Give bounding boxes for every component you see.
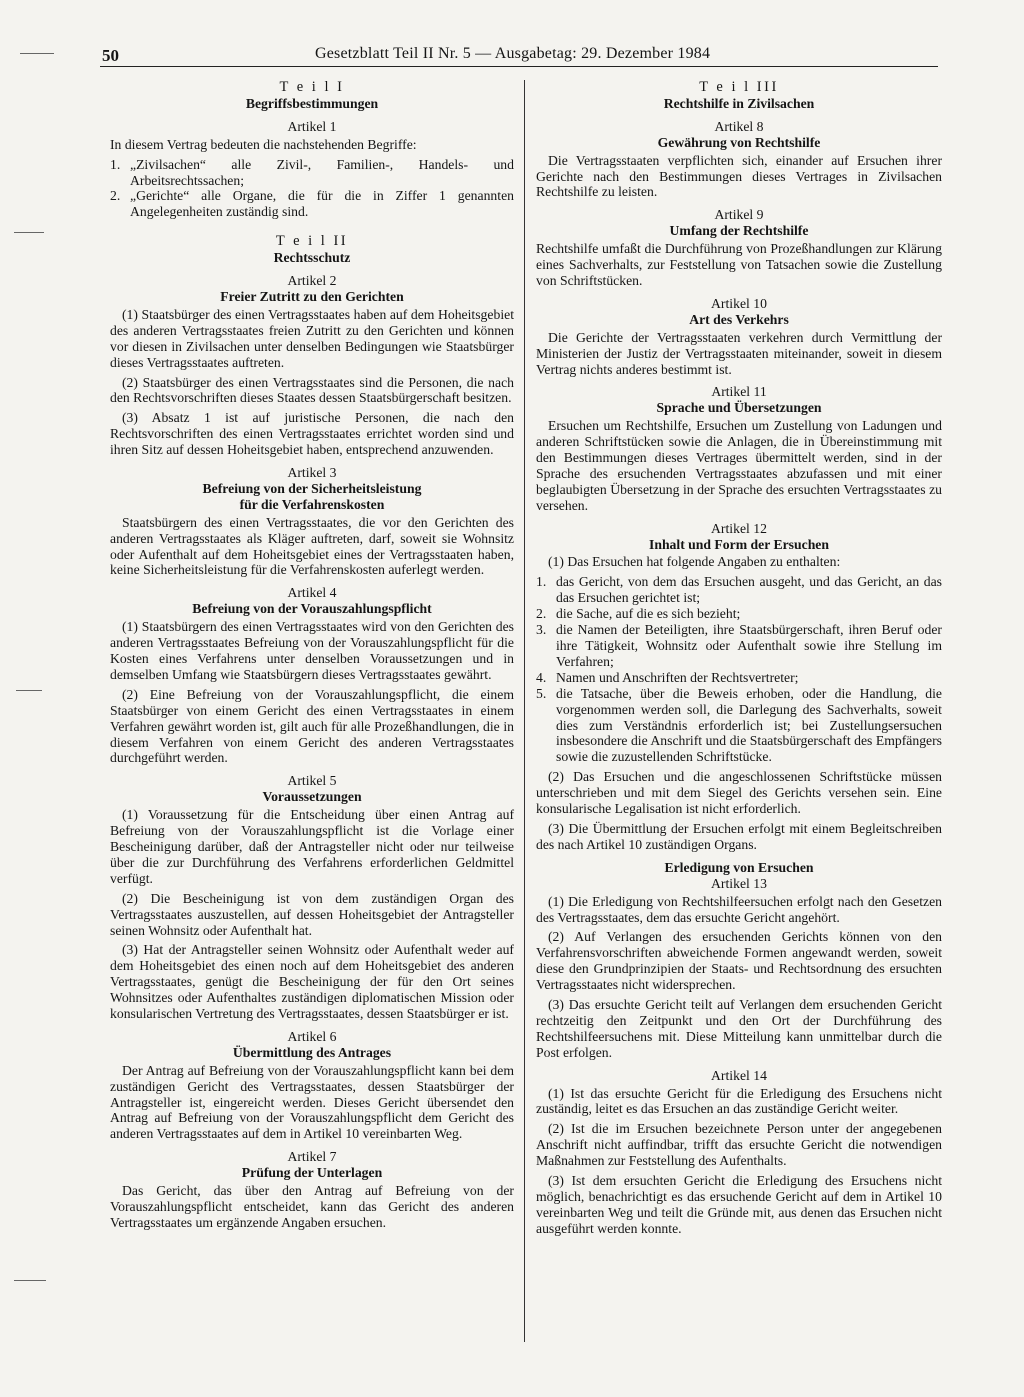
article-title: Artikel 9 (714, 207, 764, 223)
paragraph: (1) Staatsbürgern des einen Vertragsstaates wird von den Gerichten des anderen Vertragsstaates Befreiung von der Vorauszahlungspflicht für die Kosten eines Verfahrens unter denselben Voraussetzungen und in demselben Umfang wie Staatsbürgern dieses Vertragsstaates gewährt. (110, 619, 514, 682)
article-heading: Art des Verkehrs (689, 311, 789, 327)
list-item (536, 606, 942, 622)
paragraph: (1) Staatsbürger des einen Vertragsstaates haben auf dem Hoheitsgebiet des anderen Vertragsstaates freien Zutritt zu den Gerichten und können vor diesen in Zivilsachen unter denselben Bedingungen wie Staatsbürger dieses Vertragsstaates auftreten. (110, 306, 514, 370)
margin-mark (16, 690, 42, 691)
page-number: 50 (102, 46, 119, 65)
list-text: die Namen der Beteiligten, ihre Staatsbürgerschaft, ihren Beruf oder ihre Tätigkeit, Wohnsitz oder Aufenthalt sowie ihre Stellung im Verfahren; (556, 622, 942, 669)
page-header (100, 44, 938, 67)
article-heading: Erledigung von Ersuchen (664, 859, 814, 875)
paragraph: (3) Das ersuchte Gericht teilt auf Verlangen dem ersuchenden Gericht rechtzeitig den Zeitpunkt und den Ort der Durchführung des Rechtshilfeersuchens mit. Diese Mitteilung kann unmittelbar durch die Post erfolgen. (536, 997, 942, 1060)
list-item (536, 686, 942, 766)
list-item (110, 157, 514, 189)
gazette-title: Gesetzblatt Teil II Nr. 5 — Ausgabetag: 29. Dezember 1984 (315, 45, 711, 62)
paragraph: (2) Das Ersuchen und die angeschlossenen Schriftstücke müssen unterschrieben und mit dem Siegel des Gerichts versehen sein. Eine konsularische Legalisation ist nicht erforderlich. (536, 769, 942, 817)
paragraph: (3) Absatz 1 ist auf juristische Personen, die nach den Rechtsvorschriften des einen Vertragsstaates errichtet worden sind und ihren Sitz auf dessen Hoheitsgebiet haben, entsprechend anzuwenden. (110, 410, 514, 458)
paragraph: (3) Ist dem ersuchten Gericht die Erledigung des Ersuchens nicht möglich, benachrichtigt es das ersuchende Gericht auf dem in Artikel 10 vereinbarten Weg und teilt die Gründe mit, aus denen das Ersuchen nicht ausgeführt werden konnte. (536, 1173, 942, 1236)
part-subtitle: Rechtshilfe in Zivilsachen (663, 95, 815, 111)
part-title: T e i l II (275, 233, 349, 250)
article-title: Artikel 3 (287, 465, 337, 481)
definition-list (110, 157, 514, 221)
list-number: 3. (536, 622, 547, 638)
list-number: 2. (536, 606, 547, 622)
article-title: Artikel 6 (287, 1028, 337, 1044)
part-subtitle: Rechtsschutz (273, 250, 351, 266)
article-heading: Prüfung der Unterlagen (241, 1165, 383, 1181)
paragraph: Das Gericht, das über den Antrag auf Befreiung von der Vorauszahlungspflicht entscheidet, kann das Gericht des anderen Vertragsstaates um ergänzende Angaben ersuchen. (110, 1183, 514, 1230)
article-heading: Freier Zutritt zu den Gerichten (220, 288, 404, 304)
margin-mark (20, 53, 54, 54)
column-divider (524, 80, 525, 1342)
paragraph: (2) Die Bescheinigung ist von dem zuständigen Organ des Vertragsstaates auszustellen, auf dessen Hoheitsgebiet der Antragsteller seinen Wohnsitz oder Aufenthalt hat. (110, 890, 514, 938)
paragraph: Ersuchen um Rechtshilfe, Ersuchen um Zustellung von Ladungen und anderen Schriftstücken sowie die Anlagen, die in Übereinstimmung mit den Bestimmungen dieses Vertrages übermittelt werden, sind in der Sprache des ersuchenden Vertragsstaates abzufassen und mit einer beglaubigten Übersetzung in der Sprache des ersuchten Vertragsstaates zu versehen. (536, 418, 942, 513)
paragraph: (1) Die Erledigung von Rechtshilfeersuchen erfolgt nach den Gesetzen des Vertragsstaates, dem das ersuchte Gericht angehört. (536, 893, 942, 925)
list-number: 2. (110, 188, 121, 204)
part-title: T e i l I (279, 79, 345, 95)
article-title: Artikel 13 (711, 875, 767, 891)
article-title: Artikel 8 (714, 118, 764, 134)
article-title: Artikel 4 (287, 585, 337, 601)
article-title: Artikel 14 (711, 1067, 767, 1083)
paragraph: Die Gerichte der Vertragsstaaten verkehren durch Vermittlung der Ministerien der Justiz der Vertragsstaaten miteinander, soweit in diesem Vertrag nichts anderes bestimmt ist. (536, 329, 942, 377)
article-title: Artikel 7 (287, 1149, 337, 1165)
list-item (536, 622, 942, 670)
article-intro: In diesem Vertrag bedeuten die nachstehenden Begriffe: (110, 136, 417, 152)
article-title: Artikel 12 (711, 520, 767, 536)
paragraph: (1) Das Ersuchen hat folgende Angaben zu enthalten: (548, 554, 841, 570)
paragraph: (2) Ist die im Ersuchen bezeichnete Person unter der angegebenen Anschrift nicht auffindbar, trifft das ersuchte Gericht die notwendigen Maßnahmen zur Feststellung des Aufenthalts. (536, 1121, 942, 1169)
left-column (110, 80, 514, 1235)
list-item (110, 188, 514, 220)
list-number: 1. (536, 574, 547, 590)
article-title: Artikel 1 (287, 118, 337, 134)
paragraph: (3) Hat der Antragsteller seinen Wohnsitz oder Aufenthalt weder auf dem Hoheitsgebiet des einen noch auf dem Hoheitsgebiet des anderen Vertragsstaates, genügt die Bescheinigung der für den Ort seines Wohnsitzes oder Aufenthaltes zuständigen diplomatischen Mission oder konsularischen Vertretung des Vertragsstaates, dessen Staatsbürger er ist. (110, 942, 514, 1022)
paragraph: Staatsbürgern des einen Vertragsstaates, die vor den Gerichten des anderen Vertragsstaates als Kläger auftreten, darf, soweit sie Wohnsitz oder Aufenthalt auf dem Hoheitsgebiet eines der Vertragsstaaten haben, keine Sicherheitsleistung für die Verfahrenskosten auferlegt werden. (110, 514, 514, 578)
list-number: 4. (536, 669, 547, 685)
article-heading: Sprache und Übersetzungen (656, 400, 822, 416)
list-item (536, 574, 942, 606)
article-heading: Übermittlung des Antrages (232, 1044, 392, 1060)
article-heading: Gewährung von Rechtshilfe (657, 134, 821, 150)
paragraph: (3) Die Übermittlung der Ersuchen erfolgt mit einem Begleitschreiben des nach Artikel 10 zuständigen Organs. (536, 820, 942, 852)
article-title: Artikel 11 (711, 384, 767, 400)
list-number: 5. (536, 685, 547, 701)
article-title: Artikel 2 (287, 273, 337, 289)
article-title: Artikel 10 (711, 295, 767, 311)
list-text: die Sache, auf die es sich bezieht; (556, 606, 741, 622)
right-column (536, 80, 942, 1241)
list-number: 1. (110, 156, 121, 172)
part-subtitle: Begriffsbestimmungen (245, 95, 379, 111)
article-heading: Inhalt und Form der Ersuchen (649, 536, 829, 552)
article-heading: Befreiung von der Sicherheitsleistung (202, 480, 422, 496)
list-text: das Gericht, von dem das Ersuchen ausgeht, und das Gericht, an das das Ersuchen gerichtet ist; (556, 574, 942, 606)
margin-mark (14, 1280, 46, 1281)
paragraph: Rechtshilfe umfaßt die Durchführung von Prozeßhandlungen zur Klärung eines Sachverhalts, zur Feststellung von Tatsachen sowie die Zustellung von Schriftstücken. (536, 241, 942, 288)
article-heading: Voraussetzungen (262, 789, 362, 805)
paragraph: (2) Eine Befreiung von der Vorauszahlungspflicht, die einem Staatsbürger von einem Gericht des einen Vertragsstaates in einem Verfahren gewährt worden ist, gilt auch für alle Prozeßhandlungen, die in diesem Verfahren von einem Gericht des anderen Vertragsstaates durchgeführt werden. (110, 686, 514, 766)
list-text: die Tatsache, über die Beweis erhoben, oder die Handlung, die vorgenommen werden soll, die Darlegung des Sachverhalts, soweit dies zum Verständnis erforderlich ist; bei Zustellungsersuchen insbesondere die Anschrift und die Staatsbürgerschaft des Empfängers sowie die zuzustellenden Schriftstücke. (556, 685, 942, 765)
article-heading: für die Verfahrenskosten (239, 496, 385, 512)
list-item (536, 670, 942, 686)
article-heading: Befreiung von der Vorauszahlungspflicht (192, 601, 432, 617)
paragraph: Der Antrag auf Befreiung von der Vorauszahlungspflicht kann bei dem zuständigen Gericht des Vertragsstaates, dessen Staatsbürger der Antragsteller ist, eingereicht werden. Dieses Gericht übersendet den Antrag auf Befreiung von der Vorauszahlungspflicht dem Gericht des anderen Vertragsstaates auf dem in Artikel 10 vereinbarten Weg. (110, 1062, 514, 1142)
paragraph: (2) Auf Verlangen des ersuchenden Gerichts können von den Verfahrensvorschriften abweichende Formen angewandt werden, soweit diese den Grundprinzipien der Staats- und Rechtsordnung des ersuchten Vertragsstaates nicht widersprechen. (536, 929, 942, 993)
paragraph: (1) Voraussetzung für die Entscheidung über einen Antrag auf Befreiung von der Vorauszahlungspflicht ist die Vorlage einer Bescheinigung darüber, daß der Antragsteller nicht oder nur teilweise über die zur Durchführung des Verfahrens erforderlichen Geldmittel verfügt. (110, 807, 514, 886)
requirements-list (536, 574, 942, 765)
part-title: T e i l III (699, 79, 779, 95)
list-text: „Gerichte“ alle Organe, die für die in Ziffer 1 genannten Angelegenheiten zuständig sind. (130, 188, 514, 220)
article-title: Artikel 5 (287, 773, 337, 789)
article-heading: Umfang der Rechtshilfe (669, 223, 809, 239)
margin-mark (14, 232, 44, 233)
list-text: „Zivilsachen“ alle Zivil-, Familien-, Handels- und Arbeitsrechtssachen; (130, 156, 514, 188)
list-text: Namen und Anschriften der Rechtsvertreter; (556, 669, 799, 685)
paragraph: (1) Ist das ersuchte Gericht für die Erledigung des Ersuchens nicht zuständig, leitet es das Ersuchen an das zuständige Gericht weiter. (536, 1085, 942, 1117)
paragraph: Die Vertragsstaaten verpflichten sich, einander auf Ersuchen ihrer Gerichte nach den Bestimmungen dieses Vertrages in Zivilsachen Rechtshilfe zu leisten. (536, 152, 942, 200)
paragraph: (2) Staatsbürger des einen Vertragsstaates sind die Personen, die nach den Rechtsvorschriften dieses Staates dessen Staatsbürgerschaft besitzen. (110, 374, 514, 406)
